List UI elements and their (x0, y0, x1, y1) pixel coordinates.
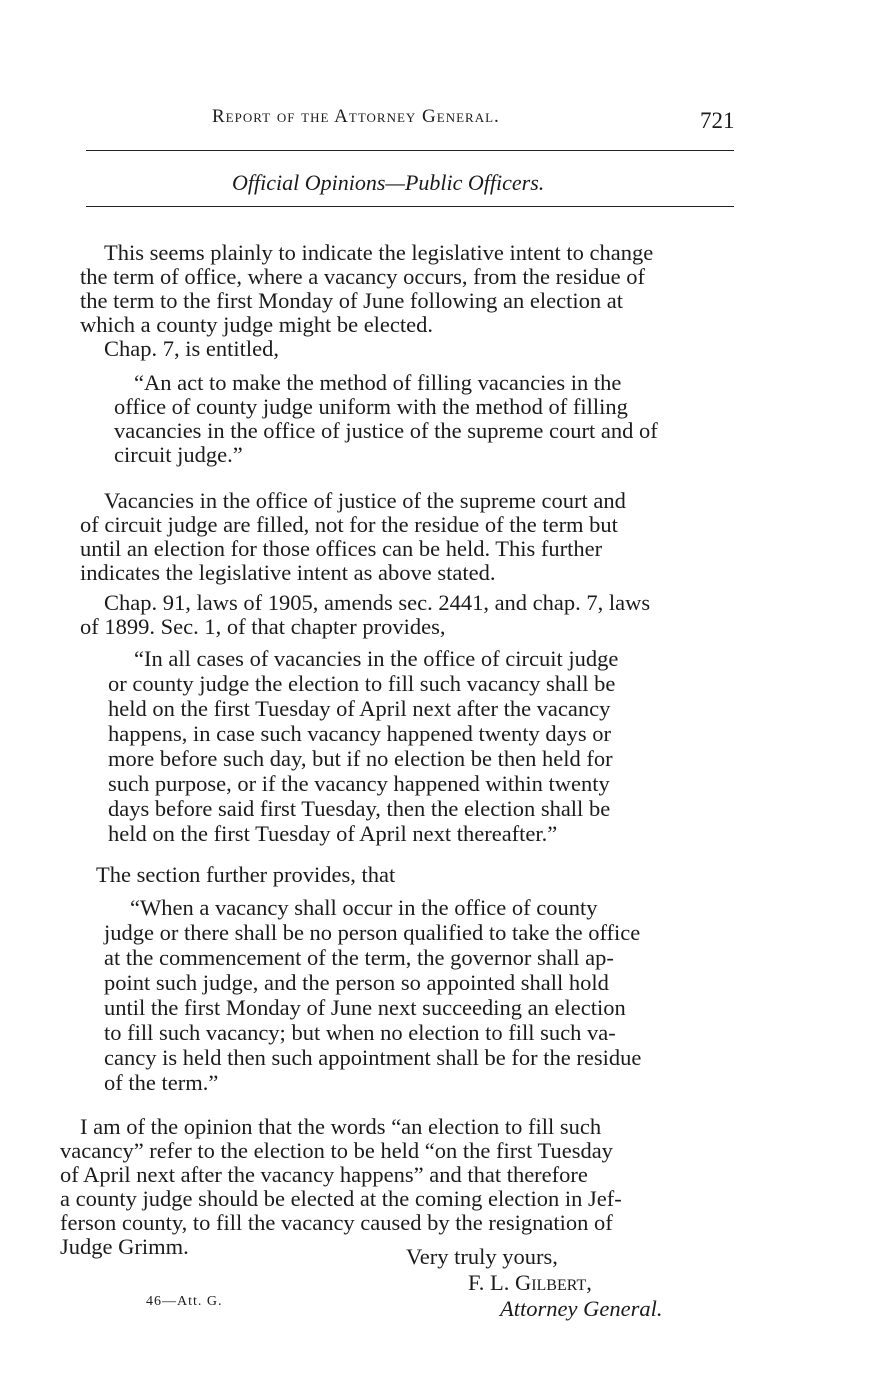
body-line: I am of the opinion that the words “an election to fill such (80, 1114, 602, 1139)
page-number: 721 (700, 108, 735, 133)
quote-line: “In all cases of vacancies in the office of circuit judge (134, 646, 619, 671)
header-rule-top (86, 150, 734, 151)
body-line: the term of office, where a vacancy occurs, from the residue of (80, 264, 645, 289)
body-line: the term to the first Monday of June following an election at (80, 288, 623, 313)
body-line: of April next after the vacancy happens” and that therefore (60, 1162, 588, 1187)
quote-line: “When a vacancy shall occur in the office of county (130, 895, 598, 920)
quote-line: held on the first Tuesday of April next thereafter.” (108, 821, 558, 846)
body-line: This seems plainly to indicate the legislative intent to change (104, 240, 654, 265)
quote-line: such purpose, or if the vacancy happened within twenty (108, 771, 610, 796)
body-line: Judge Grimm. (60, 1234, 189, 1259)
body-line: The section further provides, that (96, 862, 396, 887)
body-line: indicates the legislative intent as above stated. (80, 560, 496, 585)
signer-title: Attorney General. (500, 1296, 663, 1321)
quote-line: until the first Monday of June next succeeding an election (104, 995, 626, 1020)
quote-line: circuit judge.” (114, 442, 243, 467)
body-line: ferson county, to fill the vacancy caused by the resignation of (60, 1210, 613, 1235)
quote-line: office of county judge uniform with the method of filling (114, 394, 628, 419)
body-line: a county judge should be elected at the coming election in Jef- (60, 1186, 622, 1211)
quote-line: to fill such vacancy; but when no election to fill such va- (104, 1020, 616, 1045)
body-line: of 1899. Sec. 1, of that chapter provides, (80, 614, 446, 639)
quote-line: at the commencement of the term, the governor shall ap- (104, 945, 614, 970)
body-line: until an election for those offices can be held. This further (80, 536, 603, 561)
quote-line: more before such day, but if no election be then held for (108, 746, 613, 771)
body-line: which a county judge might be elected. (80, 312, 434, 337)
body-line: of circuit judge are filled, not for the residue of the term but (80, 512, 618, 537)
quote-line: point such judge, and the person so appointed shall hold (104, 970, 609, 995)
printer-signature-mark: 46—Att. G. (146, 1294, 223, 1309)
body-line: Vacancies in the office of justice of the supreme court and (104, 488, 626, 513)
quote-line: held on the first Tuesday of April next after the vacancy (108, 696, 611, 721)
body-line: vacancy” refer to the election to be held “on the first Tuesday (60, 1138, 613, 1163)
body-line: Chap. 91, laws of 1905, amends sec. 2441, and chap. 7, laws (104, 590, 651, 615)
quote-line: vacancies in the office of justice of the supreme court and of (114, 418, 658, 443)
closing-salutation: Very truly yours, (406, 1244, 558, 1269)
quote-line: days before said first Tuesday, then the election shall be (108, 796, 611, 821)
header-rule-bottom (86, 206, 734, 207)
running-title: Report of the Attorney General. (212, 106, 500, 127)
quote-line: “An act to make the method of filling vacancies in the (134, 370, 622, 395)
quote-line: judge or there shall be no person qualified to take the office (104, 920, 641, 945)
section-subheading: Official Opinions—Public Officers. (232, 170, 545, 195)
quote-line: or county judge the election to fill such vacancy shall be (108, 671, 616, 696)
signer-name: F. L. Gilbert, (468, 1270, 592, 1295)
quote-line: happens, in case such vacancy happened twenty days or (108, 721, 611, 746)
quote-line: of the term.” (104, 1070, 219, 1095)
quote-line: cancy is held then such appointment shall be for the residue (104, 1045, 642, 1070)
body-line: Chap. 7, is entitled, (104, 336, 279, 361)
